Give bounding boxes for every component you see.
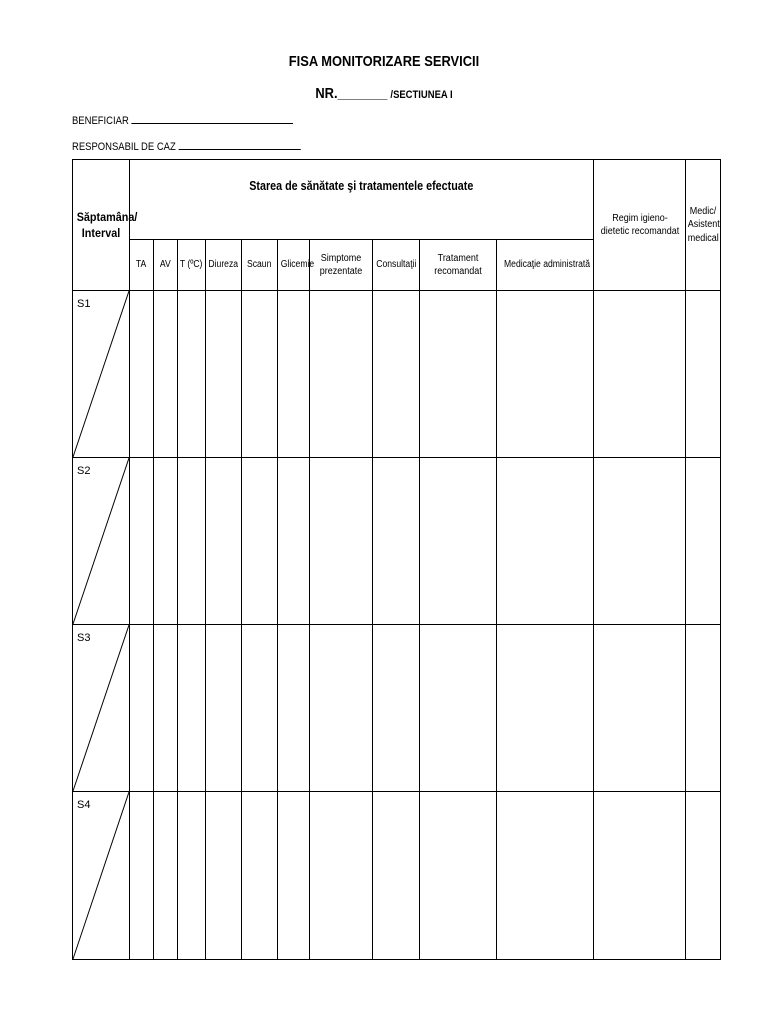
col-simptome: Simptome prezentate [310, 240, 373, 291]
entry-cell[interactable] [497, 625, 594, 792]
medic-header: Medic/ Asistent medical [686, 160, 721, 291]
entry-cell[interactable] [206, 458, 242, 625]
responsabil-field [72, 138, 300, 153]
entry-cell[interactable] [420, 291, 497, 458]
regim-header: Regim igieno-dietetic recomandat [594, 160, 686, 291]
entry-cell[interactable] [420, 625, 497, 792]
entry-cell[interactable] [310, 625, 373, 792]
diagonal-divider [73, 458, 129, 624]
form-number-line [54, 85, 714, 102]
entry-cell[interactable] [130, 458, 154, 625]
entry-cell[interactable] [373, 792, 420, 960]
health-group-header: Starea de sănătate şi tratamentele efectuate [130, 160, 594, 240]
entry-cell[interactable] [278, 291, 310, 458]
entry-cell[interactable] [178, 625, 206, 792]
entry-cell[interactable] [310, 291, 373, 458]
entry-cell[interactable] [154, 458, 178, 625]
diagonal-divider [73, 291, 129, 457]
entry-cell[interactable] [242, 458, 278, 625]
col-av: AV [154, 240, 178, 291]
entry-cell[interactable] [373, 291, 420, 458]
entry-cell[interactable] [154, 625, 178, 792]
responsabil-input-line[interactable] [178, 138, 300, 150]
entry-cell[interactable] [154, 792, 178, 960]
entry-cell[interactable] [594, 291, 686, 458]
col-medicatie: Medicaţie administrată [497, 240, 594, 291]
entry-cell[interactable] [594, 625, 686, 792]
week-header: Săptamâna/ Interval [73, 160, 130, 291]
entry-cell[interactable] [178, 792, 206, 960]
entry-cell[interactable] [278, 458, 310, 625]
week-cell-s1: S1 [73, 291, 130, 458]
entry-cell[interactable] [178, 291, 206, 458]
monitoring-table [72, 159, 721, 960]
col-tratament: Tratament recomandat [420, 240, 497, 291]
diagonal-divider [73, 792, 129, 959]
col-ta: TA [130, 240, 154, 291]
entry-cell[interactable] [130, 625, 154, 792]
entry-cell[interactable] [242, 625, 278, 792]
entry-cell[interactable] [420, 458, 497, 625]
entry-cell[interactable] [278, 625, 310, 792]
form-title: FISA MONITORIZARE SERVICII [288, 53, 480, 70]
entry-cell[interactable] [242, 792, 278, 960]
entry-cell[interactable] [686, 792, 721, 960]
entry-cell[interactable] [278, 792, 310, 960]
entry-cell[interactable] [242, 291, 278, 458]
entry-cell[interactable] [178, 458, 206, 625]
entry-cell[interactable] [497, 458, 594, 625]
entry-cell[interactable] [206, 291, 242, 458]
entry-cell[interactable] [686, 291, 721, 458]
entry-cell[interactable] [206, 625, 242, 792]
entry-cell[interactable] [373, 625, 420, 792]
diagonal-divider [73, 625, 129, 791]
nr-label: NR. [315, 85, 338, 102]
week-row [73, 792, 721, 960]
entry-cell[interactable] [594, 792, 686, 960]
col-consultatii: Consultaţii [373, 240, 420, 291]
entry-cell[interactable] [594, 458, 686, 625]
entry-cell[interactable] [310, 792, 373, 960]
entry-cell[interactable] [497, 291, 594, 458]
entry-cell[interactable] [130, 792, 154, 960]
entry-cell[interactable] [154, 291, 178, 458]
col-scaun: Scaun [242, 240, 278, 291]
col-glicemie: Glicemie [278, 240, 310, 291]
week-row [73, 625, 721, 792]
week-cell-s4: S4 [73, 792, 130, 960]
week-cell-s2: S2 [73, 458, 130, 625]
entry-cell[interactable] [310, 458, 373, 625]
entry-cell[interactable] [130, 291, 154, 458]
beneficiar-label: BENEFICIAR [72, 115, 129, 127]
responsabil-label: RESPONSABIL DE CAZ [72, 141, 176, 153]
entry-cell[interactable] [497, 792, 594, 960]
entry-cell[interactable] [206, 792, 242, 960]
week-row [73, 291, 721, 458]
week-cell-s3: S3 [73, 625, 130, 792]
col-temp: T (ºC) [178, 240, 206, 291]
nr-blank[interactable]: ________ [337, 86, 388, 101]
beneficiar-field [72, 112, 293, 127]
entry-cell[interactable] [686, 458, 721, 625]
entry-cell[interactable] [373, 458, 420, 625]
beneficiar-input-line[interactable] [131, 112, 293, 124]
entry-cell[interactable] [420, 792, 497, 960]
entry-cell[interactable] [686, 625, 721, 792]
section-label: /SECTIUNEA I [390, 89, 453, 101]
week-row [73, 458, 721, 625]
col-diureza: Diureza [206, 240, 242, 291]
